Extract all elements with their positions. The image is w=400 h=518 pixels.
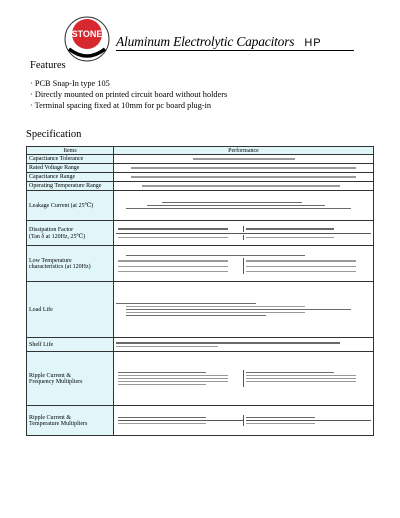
specification-table <box>26 146 374 436</box>
table-row <box>27 191 374 221</box>
table-row <box>27 182 374 191</box>
feature-item: · Directly mounted on printed circuit board without holders <box>30 90 228 99</box>
table-row <box>27 406 374 436</box>
table-row <box>27 173 374 182</box>
row-label: Dissipation Factor (Tan δ at 120Hz, 25℃) <box>27 221 114 246</box>
row-value <box>114 173 374 182</box>
header-performance: Performance <box>114 147 374 155</box>
table-header-row <box>27 147 374 155</box>
row-label: Leakage Current (at 25℃) <box>27 191 114 221</box>
row-value <box>114 182 374 191</box>
row-value <box>114 155 374 164</box>
row-value <box>114 352 374 406</box>
table-row <box>27 246 374 282</box>
row-label: Capacitance Tolerance <box>27 155 114 164</box>
row-label: Shelf Life <box>27 338 114 352</box>
specification-heading: Specification <box>26 129 82 140</box>
feature-item: · PCB Snap-In type 105 <box>30 79 110 88</box>
row-value <box>114 406 374 436</box>
table-row <box>27 282 374 338</box>
feature-item: · Terminal spacing fixed at 10mm for pc board plug-in <box>30 101 212 110</box>
title-text: Aluminum Electrolytic Capacitors <box>116 34 295 49</box>
row-label: Capacitance Range <box>27 173 114 182</box>
row-label: Operating Temperature Range <box>27 182 114 191</box>
row-label: Rated Voltage Range <box>27 164 114 173</box>
row-value <box>114 338 374 352</box>
row-value <box>114 282 374 338</box>
row-label: Low Temperature characteristics (at 120Hz) <box>27 246 114 282</box>
row-value <box>114 191 374 221</box>
row-label: Ripple Current & Frequency Multipliers <box>27 352 114 406</box>
row-value <box>114 221 374 246</box>
row-value <box>114 246 374 282</box>
table-row <box>27 155 374 164</box>
series-code: HP <box>304 37 322 49</box>
row-label: Load Life <box>27 282 114 338</box>
table-row <box>27 164 374 173</box>
table-row <box>27 338 374 352</box>
page-title <box>116 34 322 50</box>
features-heading: Features <box>30 60 66 71</box>
header-items: Items <box>27 147 114 155</box>
title-underline <box>116 50 354 51</box>
row-label: Ripple Current & Temperature Multipliers <box>27 406 114 436</box>
table-row <box>27 221 374 246</box>
table-row <box>27 352 374 406</box>
row-value <box>114 164 374 173</box>
company-logo <box>60 15 114 63</box>
logo-text: STONE <box>71 29 103 39</box>
